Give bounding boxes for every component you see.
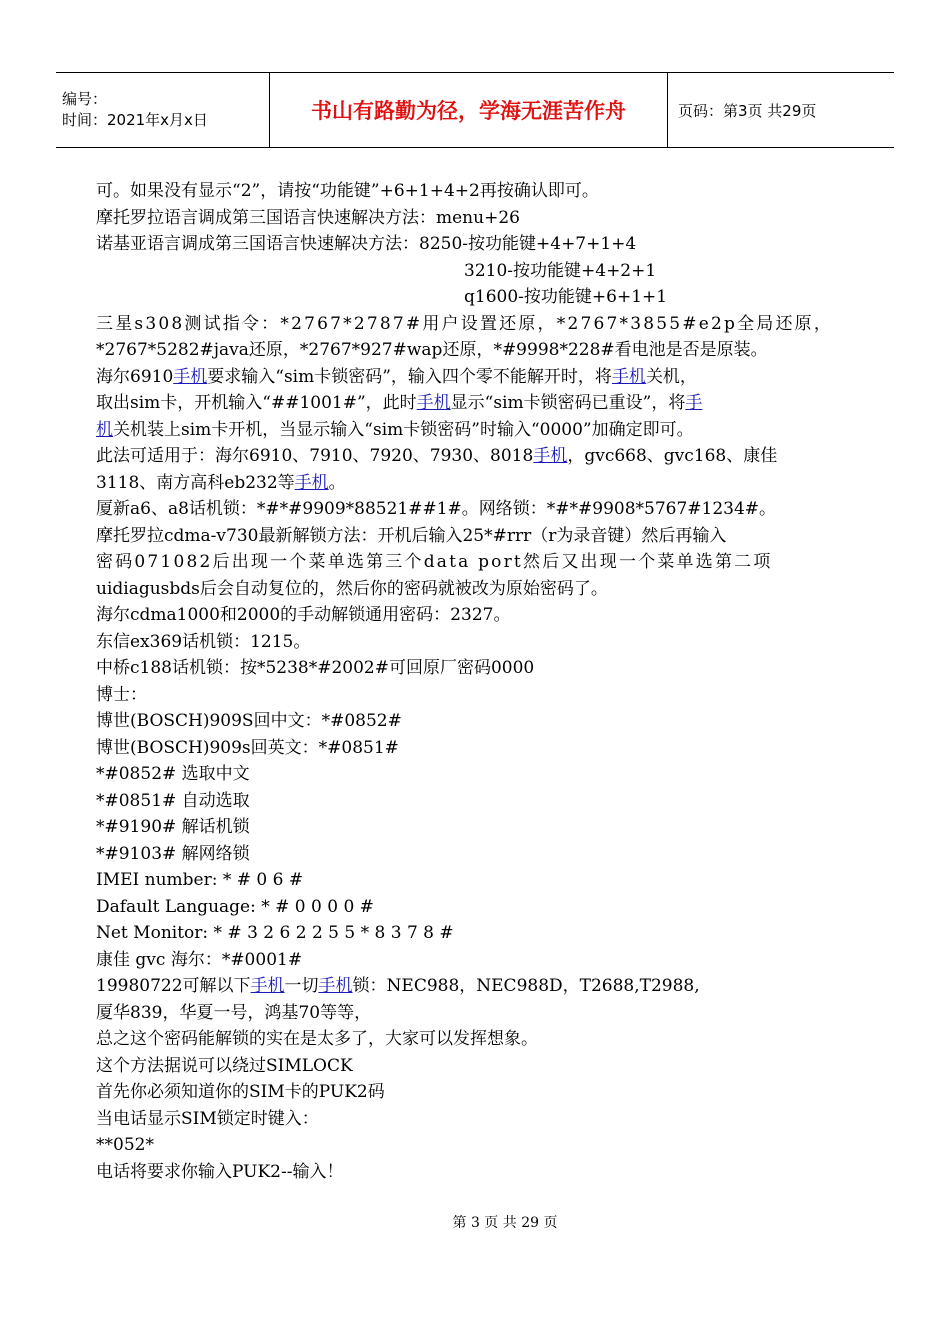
text-line: Dafault Language: * # 0 0 0 0 # xyxy=(96,896,374,917)
text-segment: 关机装上sim卡开机，当显示输入“sim卡锁密码”时输入“0000”加确定即可。 xyxy=(113,419,694,440)
text-line: 密码071082后出现一个菜单选第三个data port然后又出现一个菜单选第二项 xyxy=(96,552,773,572)
text-line: *#0851# 自动选取 xyxy=(96,790,250,811)
text-line: 摩托罗拉语言调成第三国语言快速解决方法：menu+26 xyxy=(96,207,520,228)
phone-link[interactable]: 手机 xyxy=(294,472,329,493)
phone-link[interactable]: 手机 xyxy=(173,366,208,387)
document-time-label: 时间：2021年x月x日 xyxy=(62,111,208,129)
text-segment: 。 xyxy=(328,472,346,493)
header-page-number: 页码：第3页 共29页 xyxy=(678,101,817,120)
text-line: *2767*5282#java还原，*2767*927#wap还原，*#9998*228#看电池是否是原装。 xyxy=(96,340,768,360)
phone-link[interactable]: 手机 xyxy=(533,446,568,466)
text-line: 三星s308测试指令：*2767*2787#用户设置还原，*2767*3855#e2p全局还原， xyxy=(96,313,834,334)
text-line: *#0852# 选取中文 xyxy=(96,764,250,784)
phone-link-part[interactable]: 机 xyxy=(96,419,113,440)
text-line: 中桥c188话机锁：按*5238*#2002#可回原厂密码0000 xyxy=(96,658,535,678)
text-segment: 一切 xyxy=(284,976,319,996)
text-line: IMEI number: * # 0 6 # xyxy=(96,870,304,890)
text-line: Net Monitor: * # 3 2 6 2 2 5 5 * 8 3 7 8 # xyxy=(96,923,454,943)
document-number-label: 编号： xyxy=(62,90,108,108)
phone-link[interactable]: 手机 xyxy=(416,393,451,413)
text-line xyxy=(96,470,866,497)
phone-link[interactable]: 手机 xyxy=(611,366,646,387)
text-line: 3210-按功能键+4+2+1 xyxy=(464,260,657,281)
text-line xyxy=(96,390,866,417)
text-line xyxy=(96,364,866,391)
text-line: 可。如果没有显示“2”，请按“功能键”+6+1+4+2再按确认即可。 xyxy=(96,181,599,201)
page-header xyxy=(56,72,894,148)
text-line: 东信ex369话机锁：1215。 xyxy=(96,631,311,652)
text-line: 海尔cdma1000和2000的手动解锁通用密码：2327。 xyxy=(96,605,511,625)
text-segment: 要求输入“sim卡锁密码”，输入四个零不能解开时，将 xyxy=(207,366,612,387)
text-line: 摩托罗拉cdma-v730最新解锁方法：开机后输入25*#rrr（r为录音键）然后再输入 xyxy=(96,525,727,546)
text-segment: 此法可适用于：海尔6910、7910、7920、7930、8018 xyxy=(96,446,534,466)
text-segment: 锁：NEC988，NEC988D，T2688,T2988, xyxy=(352,976,700,996)
text-line: 这个方法据说可以绕过SIMLOCK xyxy=(96,1055,353,1076)
text-line: *#9190# 解话机锁 xyxy=(96,817,250,837)
text-segment: 显示“sim卡锁密码已重设”，将 xyxy=(450,393,686,413)
text-line: 总之这个密码能解锁的实在是太多了，大家可以发挥想象。 xyxy=(96,1029,538,1049)
text-line: 厦华839，华夏一号，鸿基70等等， xyxy=(96,1002,372,1023)
text-segment: 3118、南方高科eb232等 xyxy=(96,472,295,493)
text-line: 诺基亚语言调成第三国语言快速解决方法：8250-按功能键+4+7+1+4 xyxy=(96,234,637,254)
text-segment: 海尔6910 xyxy=(96,366,174,387)
document-body xyxy=(96,178,866,1185)
text-line: uidiagusbds后会自动复位的，然后你的密码就被改为原始密码了。 xyxy=(96,578,608,599)
text-line xyxy=(96,417,866,444)
text-segment: 取出sim卡，开机输入“##1001#”，此时 xyxy=(96,393,417,413)
text-line: q1600-按功能键+6+1+1 xyxy=(464,287,668,307)
text-line: 当电话显示SIM锁定时键入： xyxy=(96,1108,319,1129)
text-segment: 19980722可解以下 xyxy=(96,976,251,996)
header-info xyxy=(56,73,270,147)
text-line: **052* xyxy=(96,1135,154,1155)
text-segment: 关机， xyxy=(645,366,697,387)
text-line xyxy=(96,443,866,470)
phone-link[interactable]: 手机 xyxy=(318,976,353,996)
phone-link-part[interactable]: 手 xyxy=(685,393,703,413)
text-line: 博士： xyxy=(96,684,147,705)
text-line: *#9103# 解网络锁 xyxy=(96,843,250,864)
text-line: 电话将要求你输入PUK2--输入！ xyxy=(96,1161,344,1182)
page-footer: 第 3 页 共 29 页 xyxy=(452,1215,558,1231)
phone-link[interactable]: 手机 xyxy=(250,976,285,996)
text-line xyxy=(96,973,866,1000)
text-line: 博世(BOSCH)909s回英文：*#0851# xyxy=(96,737,399,758)
text-line: 博世(BOSCH)909S回中文：*#0852# xyxy=(96,711,402,731)
text-line: 厦新a6、a8话机锁：*#*#9909*88521##1#。网络锁：*#*#9908*5767#1234#。 xyxy=(96,499,777,519)
text-line: 首先你必须知道你的SIM卡的PUK2码 xyxy=(96,1082,385,1102)
text-segment: ，gvc668、gvc168、康佳 xyxy=(567,446,778,466)
text-line: 康佳 gvc 海尔：*#0001# xyxy=(96,949,303,970)
header-motto: 书山有路勤为径，学海无涯苦作舟 xyxy=(270,73,668,147)
